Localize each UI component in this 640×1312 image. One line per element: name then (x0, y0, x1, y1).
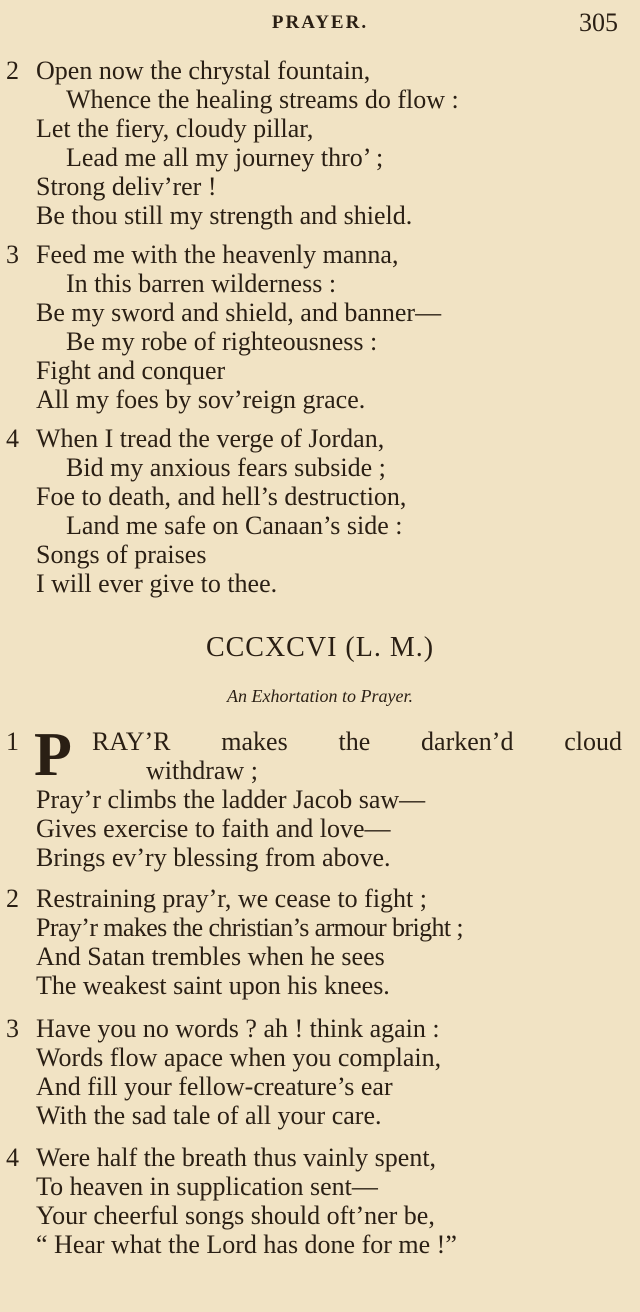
verse-line: Fight and conquer (36, 356, 226, 385)
verse-line: With the sad tale of all your care. (36, 1101, 382, 1130)
hymn-subtitle: An Exhortation to Prayer. (227, 686, 413, 706)
verse-line: I will ever give to thee. (36, 569, 278, 598)
verse-line: To heaven in supplication sent— (36, 1172, 378, 1201)
stanza-number: 4 (6, 1143, 19, 1172)
page-number: 305 (579, 8, 618, 37)
verse-line: Brings ev’ry blessing from above. (36, 843, 391, 872)
verse-line: Words flow apace when you complain, (36, 1043, 442, 1072)
verse-line: Whence the healing streams do flow : (66, 85, 459, 114)
first-line-word: cloud (564, 727, 622, 756)
first-line-word: RAY’R (92, 727, 171, 756)
verse-line: Be my sword and shield, and banner— (36, 298, 442, 327)
first-line-word: makes (221, 727, 288, 756)
drop-cap: P (34, 721, 72, 789)
stanza-number: 4 (6, 424, 19, 453)
first-line (92, 727, 622, 756)
verse-line: Be thou still my strength and shield. (36, 201, 413, 230)
verse-line: All my foes by sov’reign grace. (36, 385, 366, 414)
verse-line: And fill your fellow-creature’s ear (36, 1072, 393, 1101)
verse-line: Lead me all my journey thro’ ; (66, 143, 384, 172)
first-line-word: darken’d (421, 727, 514, 756)
verse-line: Your cheerful songs should oft’ner be, (36, 1201, 435, 1230)
verse-line: Gives exercise to faith and love— (36, 814, 391, 843)
stanza-number: 2 (6, 884, 19, 913)
verse-line: The weakest saint upon his knees. (36, 971, 390, 1000)
verse-line: And Satan trembles when he sees (36, 942, 385, 971)
verse-line: Songs of praises (36, 540, 207, 569)
verse-line: Were half the breath thus vainly spent, (36, 1143, 437, 1172)
verse-line: Let the fiery, cloudy pillar, (36, 114, 314, 143)
verse-line: Have you no words ? ah ! think again : (36, 1014, 440, 1043)
verse-line: Be my robe of righteousness : (66, 327, 378, 356)
verse-line: In this barren wilderness : (66, 269, 337, 298)
stanza-number: 3 (6, 1014, 19, 1043)
verse-line: Pray’r makes the christian’s armour bright ; (36, 913, 464, 942)
verse-line: “ Hear what the Lord has done for me !” (36, 1230, 457, 1259)
stanza-number: 1 (6, 727, 19, 756)
running-title: PRAYER. (271, 12, 369, 33)
hymn-title: CCCXCVI (L. M.) (205, 632, 435, 663)
verse-line: Open now the chrystal fountain, (36, 56, 371, 85)
verse-line: Pray’r climbs the ladder Jacob saw— (36, 785, 426, 814)
stanza-number: 2 (6, 56, 19, 85)
verse-line: withdraw ; (146, 756, 258, 785)
verse-line: Restraining pray’r, we cease to fight ; (36, 884, 427, 913)
running-head (0, 10, 640, 40)
verse-line: Foe to death, and hell’s destruction, (36, 482, 407, 511)
first-line-word: the (338, 727, 371, 756)
stanza-number: 3 (6, 240, 19, 269)
verse-line: When I tread the verge of Jordan, (36, 424, 385, 453)
verse-line: Land me safe on Canaan’s side : (66, 511, 403, 540)
verse-line: Feed me with the heavenly manna, (36, 240, 399, 269)
verse-line: Strong deliv’rer ! (36, 172, 217, 201)
verse-line: Bid my anxious fears subside ; (66, 453, 386, 482)
